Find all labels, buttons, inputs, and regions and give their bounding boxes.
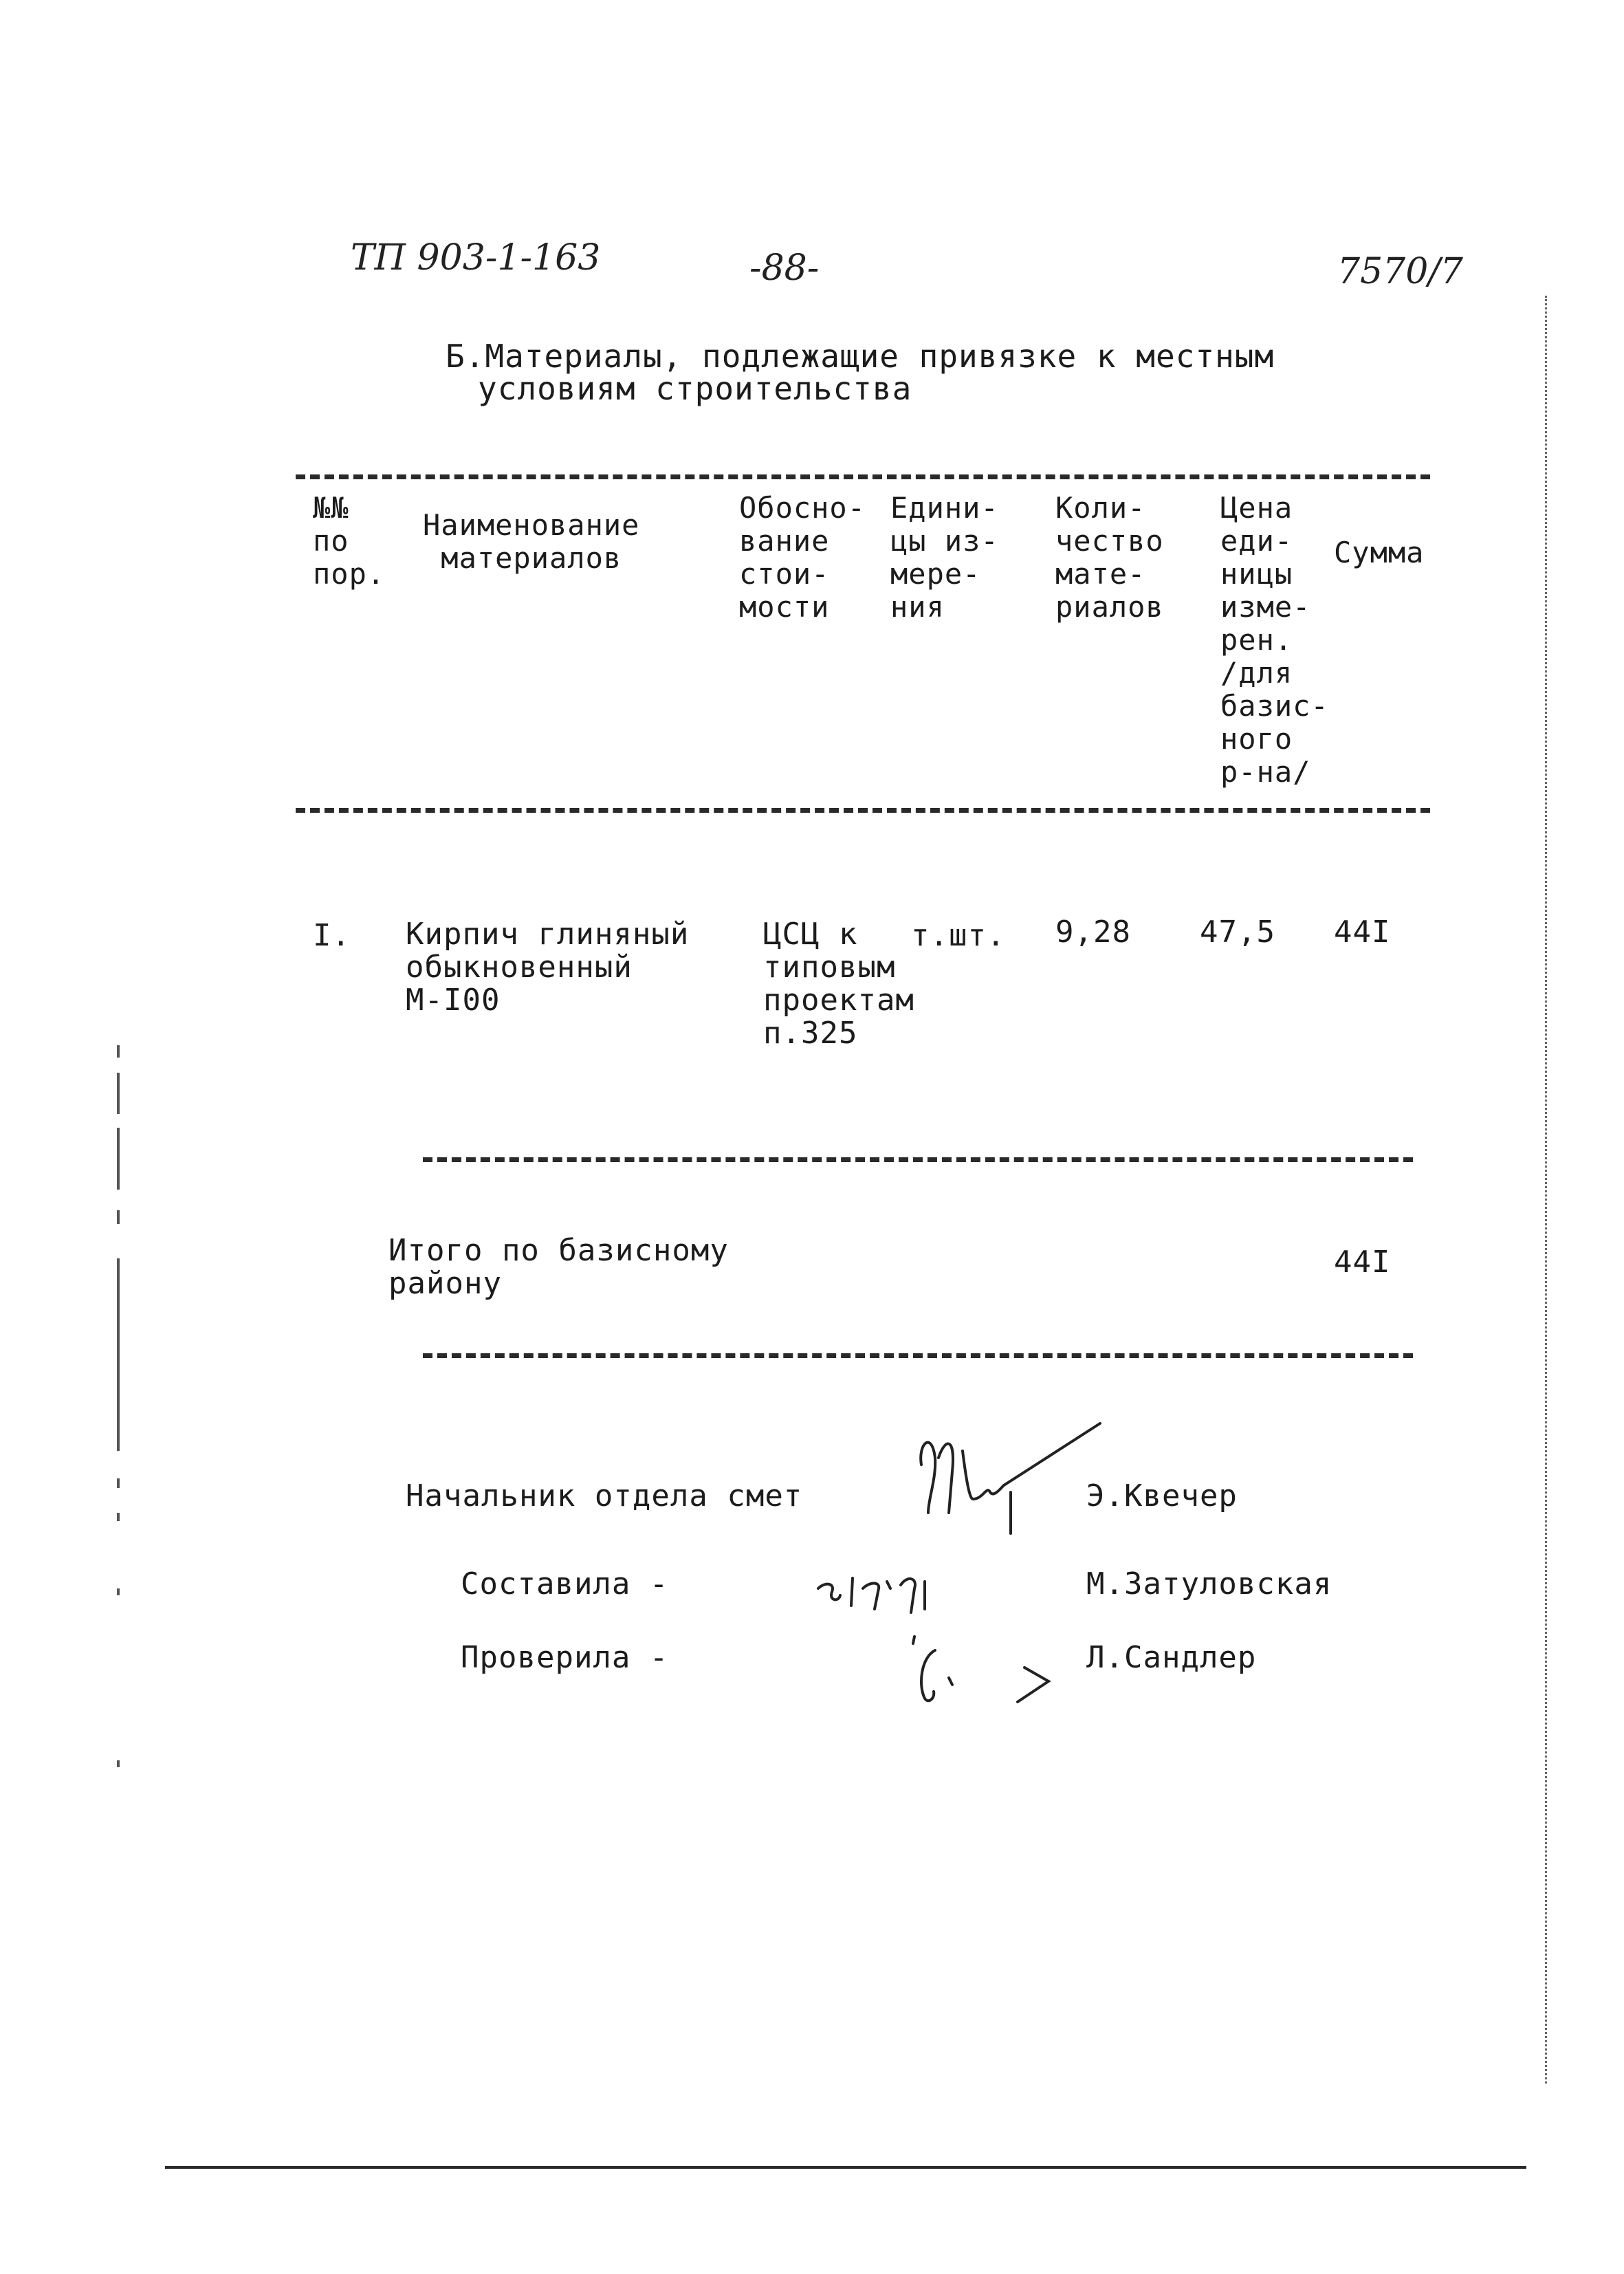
section-title-line1: Б.Материалы, подлежащие привязке к местным [446, 338, 1275, 375]
row-sum: 44I [1334, 915, 1391, 950]
row-basis: ЦСЦ к типовым проектам п.325 [763, 917, 914, 1051]
header-num: №№ по пор. [313, 491, 386, 591]
header-qty: Коли- чество мате- риалов [1055, 491, 1164, 624]
row-qty: 9,28 [1055, 915, 1131, 950]
header-unit: Едини- цы из- мере- ния [890, 491, 999, 624]
row-name: Кирпич глиняный обыкновенный М-I00 [406, 917, 690, 1018]
row-price: 47,5 [1200, 915, 1275, 950]
document-code: ТП 903-1-163 [351, 237, 601, 278]
signature-name-head: Э.Квечер [1086, 1478, 1238, 1513]
header-name: Наименование материалов [423, 508, 640, 575]
row-num: I. [313, 918, 351, 953]
handwritten-signature-checked [894, 1623, 1073, 1719]
signature-name-checked: Л.Сандлер [1086, 1640, 1257, 1675]
handwritten-signature-compiled [798, 1540, 976, 1623]
archive-number: 7570/7 [1337, 251, 1463, 292]
header-basis: Обосно- вание стои- мости [739, 491, 866, 624]
total-sum: 44I [1334, 1245, 1391, 1280]
section-title-line2: условиям строительства [478, 370, 912, 407]
signature-role-head: Начальник отдела смет [406, 1478, 803, 1513]
signature-role-checked: Проверила - [461, 1640, 669, 1675]
total-top-rule [423, 1157, 1413, 1162]
bottom-edge-line [165, 2166, 1526, 2169]
handwritten-signature-head [908, 1417, 1114, 1554]
table-top-rule [296, 474, 1430, 479]
right-edge-line [1545, 296, 1549, 2084]
header-bottom-rule [296, 808, 1430, 813]
total-bottom-rule [423, 1353, 1413, 1358]
header-sum: Сумма [1334, 536, 1425, 569]
row-unit: т.шт. [911, 918, 1006, 953]
signature-role-compiled: Составила - [461, 1566, 669, 1601]
signature-name-compiled: М.Затуловская [1086, 1566, 1332, 1601]
page-number: -88- [749, 248, 820, 289]
total-label: Итого по базисному району [388, 1233, 729, 1301]
header-price: Цена еди- ницы изме- рен. /для базис- ного р-на/ [1220, 491, 1329, 789]
